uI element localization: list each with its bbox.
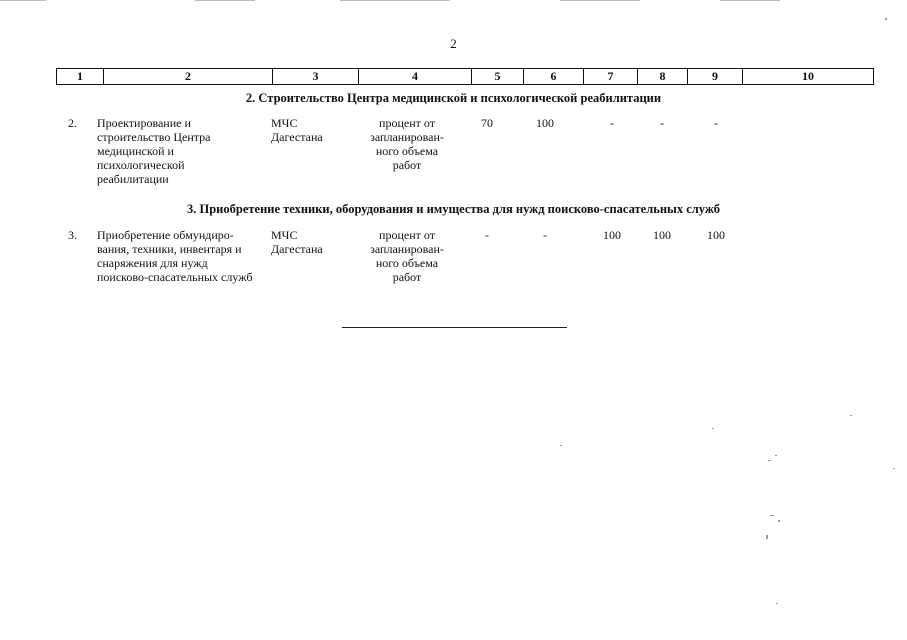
scan-speck [776, 603, 778, 604]
header-col-4: 4 [359, 69, 472, 84]
scan-speck [560, 445, 562, 446]
row-executor: МЧС Дагестана [271, 228, 323, 256]
page-number: 2 [450, 36, 457, 51]
row-value-6: - [543, 228, 547, 242]
header-col-9: 9 [688, 69, 743, 84]
row-number: 3. [68, 228, 77, 242]
row-value-5: 70 [481, 116, 493, 130]
row-value-6: 100 [536, 116, 554, 130]
scan-speck [850, 415, 852, 416]
scan-speck [712, 428, 714, 429]
table-header [56, 68, 874, 85]
scan-speck [770, 515, 774, 516]
header-col-8: 8 [638, 69, 688, 84]
header-col-7: 7 [584, 69, 638, 84]
row-value-7: 100 [603, 228, 621, 242]
row-value-8: - [660, 116, 664, 130]
row-value-9: - [714, 116, 718, 130]
row-value-9: 100 [707, 228, 725, 242]
row-value-7: - [610, 116, 614, 130]
scan-artifact [0, 0, 46, 1]
header-col-2: 2 [104, 69, 273, 84]
row-name: Проектирование и строительство Центра медицинской и психологической реабилитации [97, 116, 211, 186]
scan-speck [885, 18, 887, 20]
scan-artifact [195, 0, 255, 1]
row-number: 2. [68, 116, 77, 130]
end-divider-line [342, 327, 567, 328]
header-col-6: 6 [524, 69, 584, 84]
scan-speck [893, 468, 895, 469]
row-unit: процент от запланирован- ного объема работ [370, 116, 444, 172]
scan-speck [778, 520, 780, 522]
row-value-8: 100 [653, 228, 671, 242]
header-col-10: 10 [802, 69, 814, 83]
header-col-3: 3 [273, 69, 359, 84]
section-title-2: 2. Строительство Центра медицинской и психологической реабилитации [245, 91, 662, 105]
scan-speck [775, 455, 777, 456]
scan-speck [768, 460, 771, 461]
scan-artifact [560, 0, 640, 1]
header-col-1: 1 [57, 69, 104, 84]
header-col-5: 5 [472, 69, 524, 84]
scan-speck [766, 535, 768, 539]
scan-artifact [720, 0, 780, 1]
row-unit: процент от запланирован- ного объема работ [370, 228, 444, 284]
row-value-5: - [485, 228, 489, 242]
scan-artifact [340, 0, 450, 1]
row-executor: МЧС Дагестана [271, 116, 323, 144]
row-name: Приобретение обмундиро- вания, техники, инвентаря и снаряжения для нужд поисково-спасательных служб [97, 228, 253, 284]
section-title-3: 3. Приобретение техники, оборудования и имущества для нужд поисково-спасательных служб [187, 202, 720, 216]
